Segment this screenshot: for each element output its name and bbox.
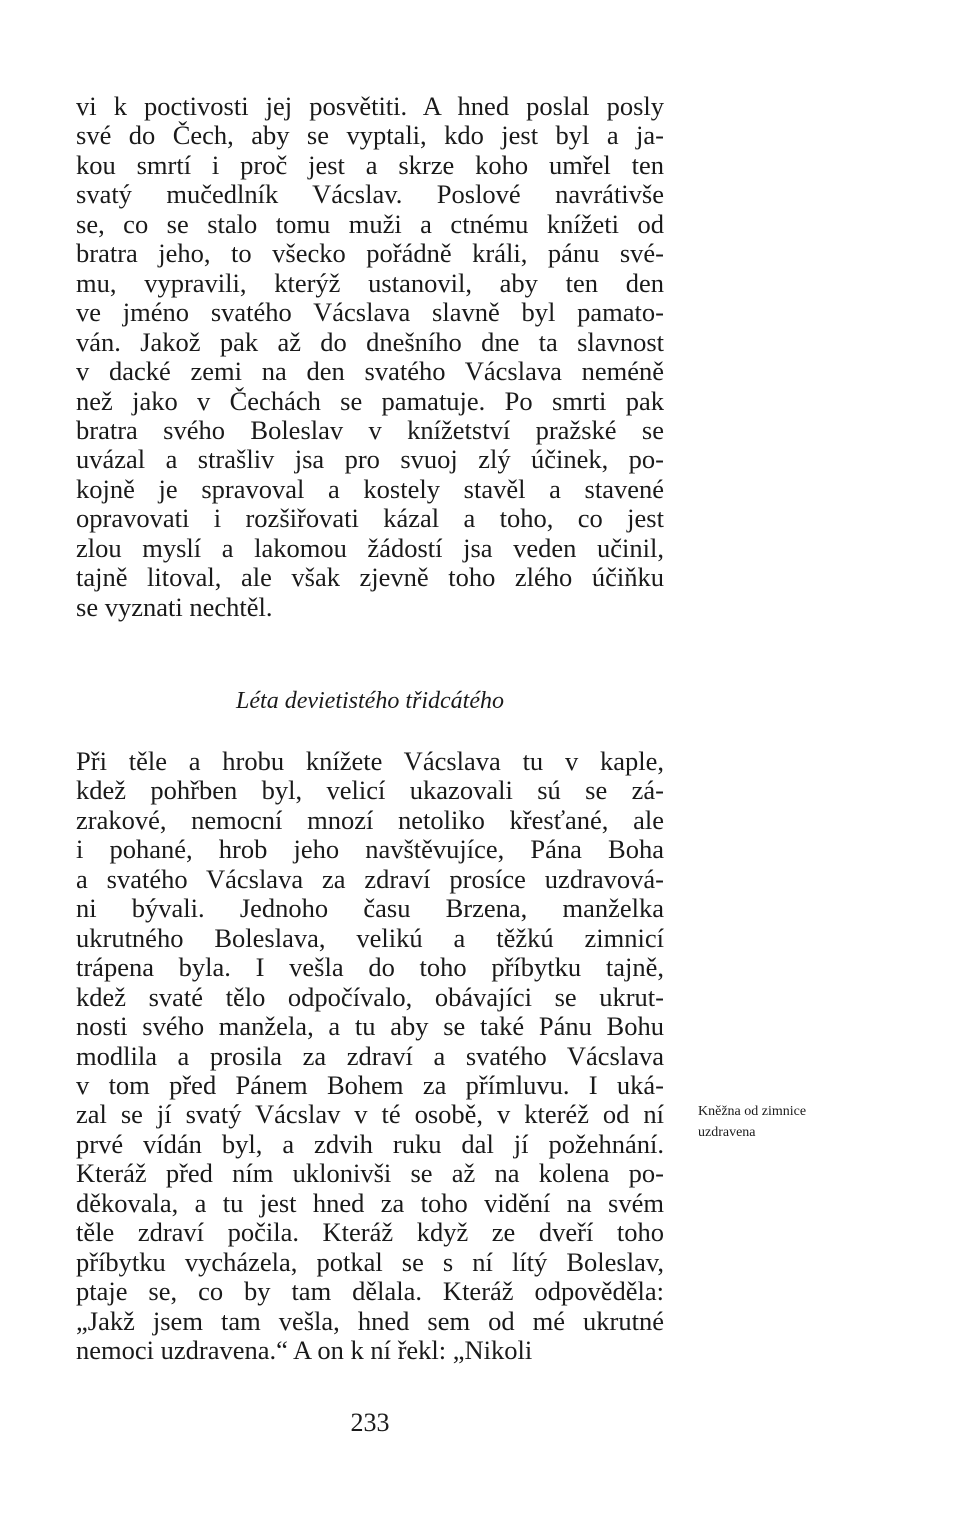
- text-line: Kteráž před ním uklonivši se až na kolena po-: [76, 1158, 664, 1189]
- paragraph-1: [76, 92, 664, 622]
- marginal-note-line: Kněžna od zimnice: [698, 1104, 807, 1119]
- marginal-note: [698, 1101, 898, 1143]
- text-line: zrakové, nemocní mnozí netoliko křesťané, ale: [76, 804, 664, 835]
- text-line: své do Čech, aby se vyptali, kdo jest byl a ja-: [76, 120, 664, 151]
- text-line: ve jméno svatého Vácslava slavně byl pamato-: [76, 297, 664, 328]
- marginal-note-line: uzdravena: [698, 1125, 756, 1140]
- text-line: bratra jeho, to všecko pořádně králi, pánu své-: [76, 238, 664, 269]
- text-line: uvázal a strašliv jsa pro svuoj zlý účinek, po-: [76, 444, 664, 475]
- text-line: než jako v Čechách se pamatuje. Po smrti pak: [76, 385, 664, 416]
- text-line: mu, vypravili, kterýž ustanovil, aby ten den: [76, 267, 664, 298]
- text-line: v dacké zemi na den svatého Vácslava neméně: [76, 356, 664, 387]
- text-line: i pohané, hrob jeho navštěvujíce, Pána Boha: [76, 834, 664, 865]
- page-number: 233: [350, 1408, 390, 1437]
- text-line: kdež svaté tělo odpočívalo, obávajíci se ukrut-: [76, 981, 664, 1012]
- text-line: a svatého Vácslava za zdraví prosíce uzdravová-: [76, 863, 664, 894]
- text-line: trápena byla. I vešla do toho příbytku tajně,: [76, 952, 664, 983]
- text-line: ukrutného Boleslava, velikú a těžkú zimnicí: [76, 922, 664, 953]
- section-heading: Léta devietistého třidcátého: [236, 688, 504, 714]
- text-line: kou smrtí i proč jest a skrze koho umřel ten: [76, 149, 664, 180]
- text-line: tajně litoval, ale však zjevně toho zlého účiňku: [76, 562, 664, 593]
- text-line: prvé vídán byl, a zdvih ruku dal jí požehnání.: [76, 1128, 664, 1159]
- text-line: ván. Jakož pak až do dnešního dne ta slavnost: [76, 326, 664, 357]
- text-line: příbytku vycházela, potkal se s ní lítý Boleslav,: [76, 1246, 664, 1277]
- text-line: „Jakž jsem tam vešla, hned sem od mé ukrutné: [76, 1305, 664, 1336]
- text-line: Při těle a hrobu knížete Vácslava tu v kaple,: [76, 746, 664, 776]
- paragraph-2: [76, 747, 664, 1366]
- text-line: vi k poctivosti jej posvětiti. A hned poslal posly: [76, 91, 664, 121]
- text-line: ni bývali. Jednoho času Brzena, manželka: [76, 893, 664, 924]
- text-line: opravovati i rozšiřovati kázal a toho, co jest: [76, 503, 664, 534]
- text-line: ptaje se, co by tam dělala. Kteráž odpověděla:: [76, 1276, 664, 1307]
- text-line: nemoci uzdravena.“ A on k ní řekl: „Nikoli: [76, 1335, 533, 1366]
- text-line: v tom před Pánem Bohem za přímluvu. I uká-: [76, 1069, 664, 1100]
- text-line: modlila a prosila za zdraví a svatého Vácslava: [76, 1040, 664, 1071]
- text-line: bratra svého Boleslav v knížetství pražské se: [76, 414, 664, 445]
- text-line: svatý mučedlník Vácslav. Poslové navrátivše: [76, 179, 664, 210]
- text-line: těle zdraví počila. Kteráž když ze dveří toho: [76, 1217, 664, 1248]
- text-line: nosti svého manžela, a tu aby se také Pánu Bohu: [76, 1011, 664, 1042]
- text-line: se vyznati nechtěl.: [76, 591, 273, 622]
- text-line: kojně je spravoval a kostely stavěl a stavené: [76, 473, 664, 504]
- text-line: zlou myslí a lakomou žádostí jsa veden učinil,: [76, 532, 664, 563]
- text-line: kdež pohřben byl, velicí ukazovali sú se zá-: [76, 775, 664, 806]
- text-line: děkovala, a tu jest hned za toho vidění na svém: [76, 1187, 664, 1218]
- text-line: se, co se stalo tomu muži a ctnému knížeti od: [76, 208, 664, 239]
- text-line: zal se jí svatý Vácslav v té osobě, v kteréž od ní: [76, 1099, 664, 1130]
